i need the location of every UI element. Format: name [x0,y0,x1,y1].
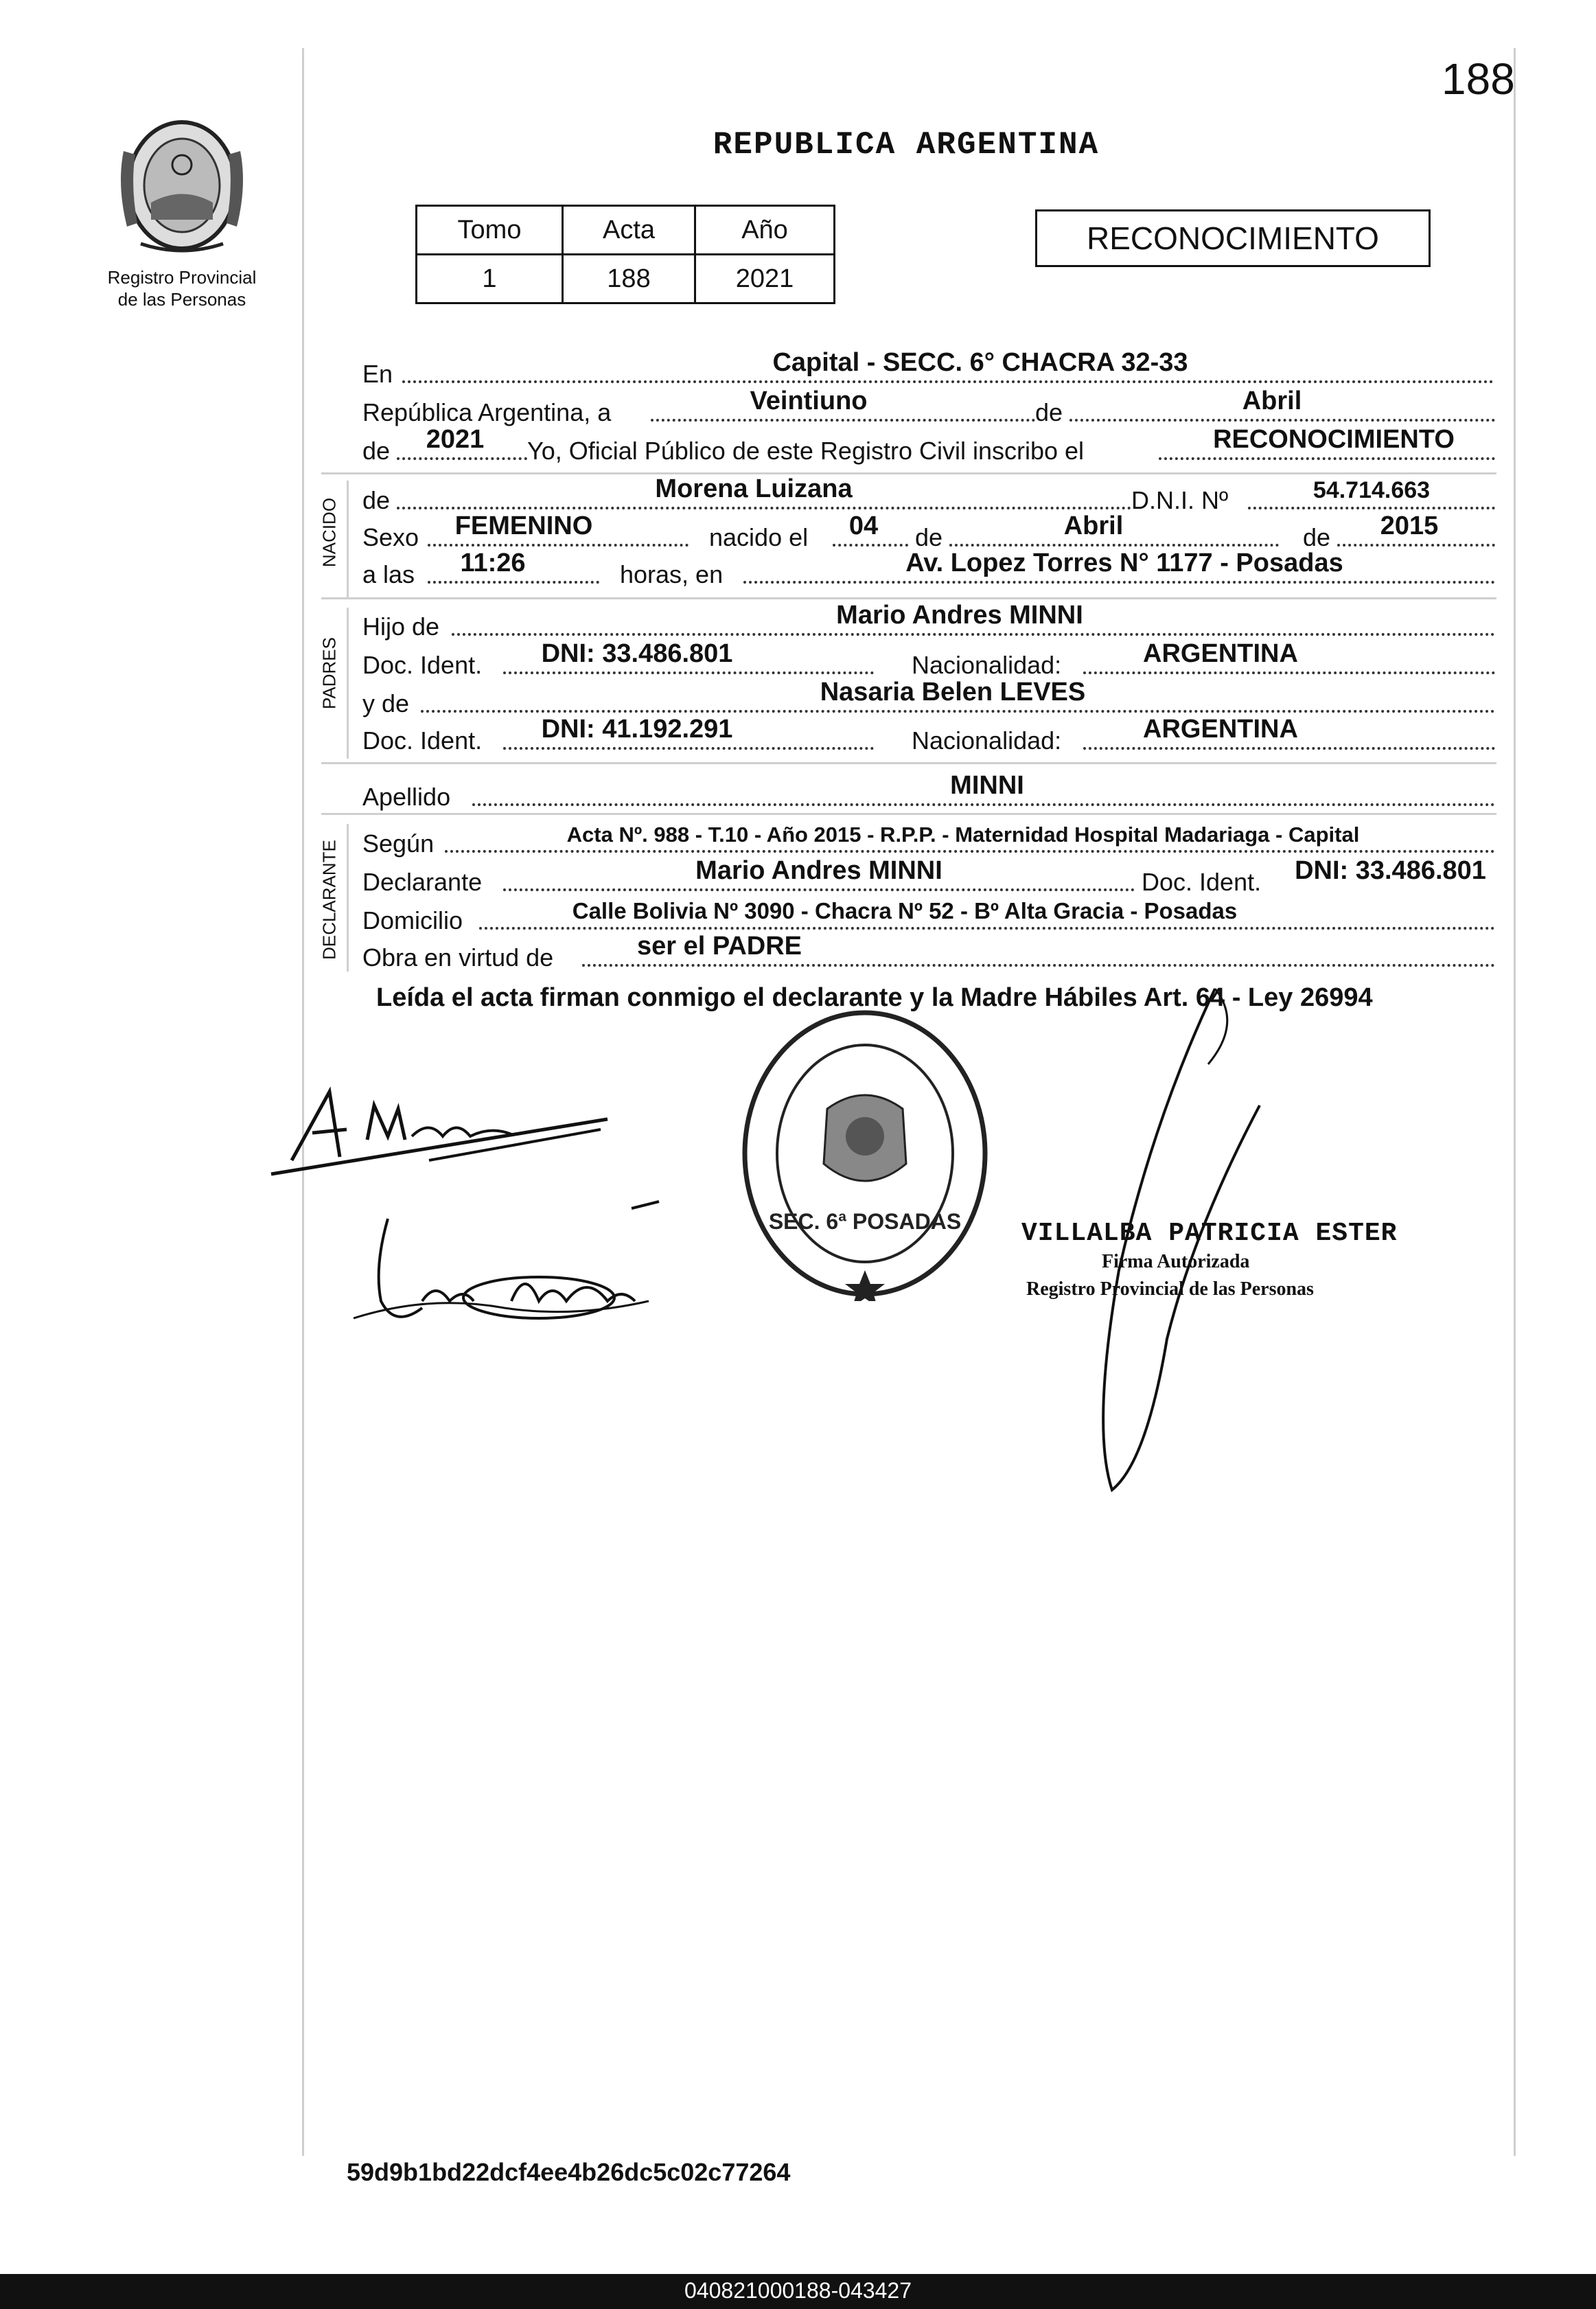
registry-caption [89,266,275,310]
place-value: Av. Lopez Torres N° 1177 - Posadas [905,549,1343,577]
page-number: 188 [1442,54,1515,104]
row-father-doc [362,641,1495,680]
dotted-line [428,544,689,547]
mother-signature [347,1198,676,1335]
domicilio-label: Domicilio [362,906,463,934]
sexo-label: Sexo [362,523,419,551]
province-seal-logo [113,110,251,261]
day-value: Veintiuno [750,387,868,415]
dotted-line [1337,544,1495,547]
en-value: Capital - SECC. 6° CHACRA 32-33 [772,348,1188,377]
de-label: de [1035,398,1063,426]
dotted-line [397,457,527,460]
decl-doc-label: Doc. Ident. [1142,868,1262,896]
value-tomo: 1 [417,255,563,303]
sexo-value: FEMENINO [454,512,593,540]
mother-nat-value: ARGENTINA [1143,715,1298,744]
birth-year-value: 2015 [1380,512,1439,540]
header-tomo: Tomo [417,206,563,255]
declarante-label: Declarante [362,868,483,896]
dotted-line [503,671,874,674]
dotted-line [1083,747,1495,750]
dotted-line [452,633,1495,636]
section-divider [321,813,1496,815]
registry-caption-line2: de las Personas [117,289,246,310]
de1-label: de [915,523,943,551]
declarant-signature [264,1078,621,1188]
father-doc-value: DNI: 33.486.801 [541,639,733,668]
declarante-side-label: DECLARANTE [319,840,340,960]
mother-name-value: Nasaria Belen LEVES [820,678,1086,707]
republica-label: República Argentina, a [362,398,612,426]
doc-label: Doc. Ident. [362,651,483,679]
de2-label: de [1303,523,1331,551]
right-margin-rule [1514,48,1516,2156]
dotted-line [949,544,1279,547]
official-registry: Registro Provincial de las Personas [1026,1278,1314,1300]
row-republica [362,389,1495,427]
registry-caption-line1: Registro Provincial [107,267,257,288]
official-name: VILLALBA PATRICIA ESTER [1021,1219,1398,1248]
closing-statement: Leída el acta firman conmigo el declarante y la Madre Hábiles Art. 64 - Ley 26994 [376,983,1373,1012]
dotted-line [582,964,1495,967]
padres-side-label: PADRES [319,637,340,709]
father-name-value: Mario Andres MINNI [836,601,1083,630]
section-bar [347,608,349,759]
header-anio: Año [695,206,835,255]
header-acta: Acta [563,206,695,255]
mother-doc-value: DNI: 41.192.291 [541,715,733,744]
dotted-line [833,544,908,547]
official-title: Firma Autorizada [1102,1251,1250,1272]
nacido-de-label: de [362,486,391,514]
country-title: REPUBLICA ARGENTINA [713,127,1100,163]
year-de-label: de [362,437,391,465]
father-nat-value: ARGENTINA [1143,639,1298,668]
segun-value: Acta Nº. 988 - T.10 - Año 2015 - R.P.P. - Maternidad Hospital Madariaga - Capital [566,823,1360,847]
nacido-side-label: NACIDO [319,497,340,568]
dotted-line [479,927,1495,930]
dotted-line [397,507,1131,509]
dotted-line [1248,507,1495,509]
obra-value: ser el PADRE [636,932,802,961]
value-acta: 188 [563,255,695,303]
acta-table [415,205,835,304]
apellido-value: MINNI [950,771,1024,800]
name-value: Morena Luizana [655,474,853,503]
dotted-line [503,888,1135,891]
dotted-line [428,581,599,584]
row-hijo [362,603,1495,641]
year-value: 2021 [426,425,485,454]
dotted-line [651,419,1035,422]
obra-label: Obra en virtud de [362,943,554,972]
inscribe-value: RECONOCIMIENTO [1213,425,1455,454]
dotted-line [472,803,1495,806]
apellido-label: Apellido [362,783,451,811]
doc-label: Doc. Ident. [362,726,483,755]
domicilio-value: Calle Bolivia Nº 3090 - Chacra Nº 52 - Bº Alta Gracia - Posadas [572,898,1238,923]
value-anio: 2021 [695,255,835,303]
section-divider [321,762,1496,764]
row-nacido-sexo [362,514,1495,552]
time-value: 11:26 [460,549,526,577]
dotted-line [503,747,874,750]
yde-label: y de [362,689,410,717]
dotted-line [1069,419,1495,422]
registry-delegation-seal [738,1006,992,1301]
row-domicilio [362,897,1495,935]
month-value: Abril [1242,387,1302,415]
row-nacido-hora [362,551,1495,589]
seal-inner-text: SEC. 6ª POSADAS [768,1209,962,1234]
row-en [362,350,1495,389]
section-bar [347,824,349,972]
dotted-line [421,710,1495,713]
dotted-line [402,380,1494,383]
dotted-line [1083,671,1495,674]
row-declarante [362,858,1495,897]
dotted-line [1159,457,1495,460]
declarante-value: Mario Andres MINNI [695,856,942,885]
section-bar [347,481,349,597]
decl-doc-value: DNI: 33.486.801 [1295,856,1486,885]
row-ydе [362,680,1495,718]
hijo-label: Hijo de [362,612,440,641]
row-obra [362,934,1495,972]
document-type-box: RECONOCIMIENTO [1035,209,1431,267]
row-segun [362,820,1495,858]
row-nacido-name [362,476,1495,515]
horas-label: horas, en [620,560,724,588]
en-label: En [362,360,393,388]
dni-value: 54.714.663 [1312,477,1431,503]
dotted-line [445,850,1495,853]
segun-label: Según [362,829,435,858]
birth-month-value: Abril [1063,512,1124,540]
document-hash: 59d9b1bd22dcf4ee4b26dc5c02c77264 [347,2158,791,2186]
row-apellido [362,773,1495,812]
row-year [362,427,1495,466]
footer-code: 040821000188-043427 [684,2278,912,2303]
section-divider [321,597,1496,599]
birth-day-value: 04 [848,512,879,540]
nacionalidad-label: Nacionalidad: [912,651,1062,679]
oficial-text: Yo, Oficial Público de este Registro Civil inscribo el [527,437,1085,465]
row-mother-doc [362,717,1495,755]
dni-label: D.N.I. Nº [1131,486,1229,514]
nacido-el-label: nacido el [709,523,809,551]
alas-label: a las [362,560,415,588]
dotted-line [743,581,1495,584]
nacionalidad-label: Nacionalidad: [912,726,1062,755]
